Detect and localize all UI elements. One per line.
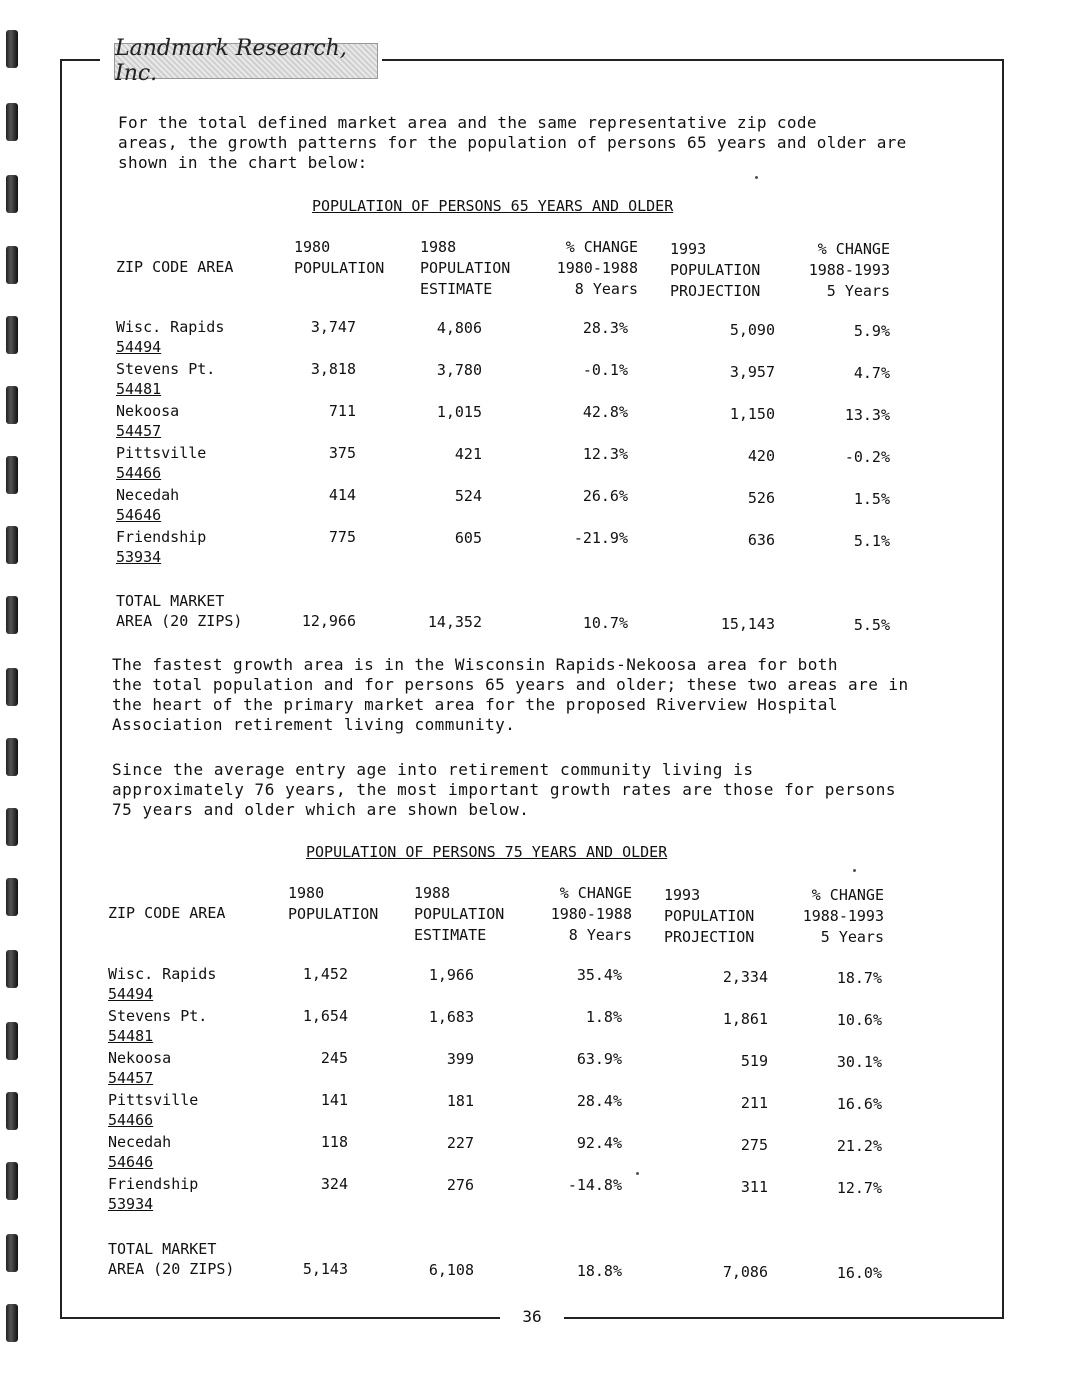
binder-hole (6, 1092, 18, 1130)
cell-1988-population: 3,780 (436, 361, 482, 379)
row-zip-code: 54494 (108, 985, 154, 1003)
scan-speck (853, 869, 856, 872)
total-label: TOTAL MARKET (116, 592, 225, 610)
row-area-name: Wisc. Rapids (108, 965, 217, 983)
cell-1993-projection: 420 (747, 447, 775, 465)
row-area-name: Friendship (116, 528, 207, 546)
cell-1980-population: 141 (320, 1091, 348, 1109)
row-zip-code: 53934 (116, 548, 162, 566)
binder-hole (6, 808, 18, 846)
cell-1988-population: 399 (446, 1050, 474, 1068)
header-change-1988-1993: % CHANGE 1988-1993 5 Years (808, 240, 890, 300)
entry-age-paragraph: Since the average entry age into retirement community living is approximately 76 years, the most important growth rates are those for persons 75 years and older which are shown below. (112, 760, 897, 819)
row-area-name: Wisc. Rapids (116, 318, 225, 336)
header-1980-population: 1980 POPULATION (294, 238, 385, 277)
total-1980-population: 12,966 (301, 612, 356, 630)
cell-1980-population: 1,654 (302, 1007, 348, 1025)
total-change-1988-1993: 16.0% (836, 1264, 882, 1282)
binder-hole (6, 668, 18, 706)
cell-change-1980-1988: 26.6% (582, 487, 628, 505)
total-1980-population: 5,143 (302, 1260, 348, 1278)
row-area-name: Necedah (108, 1133, 172, 1151)
cell-change-1988-1993: 4.7% (853, 364, 890, 382)
cell-change-1988-1993: 16.6% (836, 1095, 882, 1113)
header-change-1988-1993: % CHANGE 1988-1993 5 Years (802, 886, 884, 946)
row-zip-code: 54466 (108, 1111, 154, 1129)
header-zip-code-area: ZIP CODE AREA (108, 904, 226, 922)
table-title: POPULATION OF PERSONS 65 YEARS AND OLDER (312, 197, 674, 215)
cell-1993-projection: 1,861 (722, 1010, 768, 1028)
total-1988-population: 6,108 (428, 1261, 474, 1279)
cell-change-1980-1988: -21.9% (573, 529, 628, 547)
binder-hole (6, 103, 18, 141)
cell-1980-population: 324 (320, 1175, 348, 1193)
binder-hole (6, 386, 18, 424)
binder-hole (6, 30, 18, 68)
row-area-name: Necedah (116, 486, 180, 504)
row-area-name: Nekoosa (108, 1049, 172, 1067)
row-area-name: Pittsville (108, 1091, 199, 1109)
row-zip-code: 54494 (116, 338, 162, 356)
cell-1993-projection: 526 (747, 489, 775, 507)
header-1980-population: 1980 POPULATION (288, 884, 379, 923)
cell-1993-projection: 311 (740, 1178, 768, 1196)
cell-change-1988-1993: 21.2% (836, 1137, 882, 1155)
header-change-1980-1988: % CHANGE 1980-1988 8 Years (550, 884, 632, 944)
binder-hole (6, 175, 18, 213)
cell-change-1980-1988: 42.8% (582, 403, 628, 421)
total-label: TOTAL MARKET (108, 1240, 217, 1258)
binder-hole (6, 526, 18, 564)
logo-text: Landmark Research, Inc. (115, 36, 347, 86)
cell-change-1988-1993: 12.7% (836, 1179, 882, 1197)
fastest-growth-paragraph: The fastest growth area is in the Wisconsin Rapids-Nekoosa area for both the total population and for persons 65 years and older; these two areas are in the heart of the primary market area for the proposed Riverview Hospital Association retirement living community. (112, 655, 909, 734)
header-zip-code-area: ZIP CODE AREA (116, 258, 234, 276)
binder-hole (6, 738, 18, 776)
cell-1988-population: 421 (454, 445, 482, 463)
binder-hole (6, 246, 18, 284)
cell-change-1980-1988: 63.9% (576, 1050, 622, 1068)
cell-change-1988-1993: 13.3% (844, 406, 890, 424)
cell-change-1988-1993: 1.5% (853, 490, 890, 508)
cell-1993-projection: 211 (740, 1094, 768, 1112)
row-zip-code: 54646 (108, 1153, 154, 1171)
cell-1993-projection: 1,150 (729, 405, 775, 423)
cell-1988-population: 276 (446, 1176, 474, 1194)
binder-hole (6, 1022, 18, 1060)
cell-1980-population: 414 (328, 486, 356, 504)
company-logo (114, 36, 378, 86)
cell-1988-population: 227 (446, 1134, 474, 1152)
row-zip-code: 53934 (108, 1195, 154, 1213)
cell-1993-projection: 275 (740, 1136, 768, 1154)
header-1993-projection: 1993 POPULATION PROJECTION (664, 886, 755, 946)
header-1993-projection: 1993 POPULATION PROJECTION (670, 240, 761, 300)
cell-change-1988-1993: 30.1% (836, 1053, 882, 1071)
cell-change-1988-1993: 5.9% (853, 322, 890, 340)
row-zip-code: 54457 (116, 422, 162, 440)
cell-change-1980-1988: 28.3% (582, 319, 628, 337)
total-change-1980-1988: 10.7% (582, 614, 628, 632)
binder-hole (6, 456, 18, 494)
intro-paragraph: For the total defined market area and the same representative zip code areas, the growth patterns for the population of persons 65 years and older are shown in the chart below: (118, 113, 907, 172)
cell-1988-population: 605 (454, 529, 482, 547)
binder-hole (6, 1162, 18, 1200)
page-number: 36 (522, 1307, 542, 1326)
binder-hole (6, 1234, 18, 1272)
cell-1993-projection: 2,334 (722, 968, 768, 986)
total-1993-projection: 7,086 (722, 1263, 768, 1281)
row-zip-code: 54481 (116, 380, 162, 398)
cell-1988-population: 4,806 (436, 319, 482, 337)
total-change-1988-1993: 5.5% (853, 616, 890, 634)
cell-1988-population: 181 (446, 1092, 474, 1110)
total-1988-population: 14,352 (427, 613, 482, 631)
cell-1993-projection: 3,957 (729, 363, 775, 381)
cell-1980-population: 245 (320, 1049, 348, 1067)
cell-1993-projection: 519 (740, 1052, 768, 1070)
cell-1980-population: 1,452 (302, 965, 348, 983)
cell-change-1980-1988: 28.4% (576, 1092, 622, 1110)
total-label: AREA (20 ZIPS) (116, 612, 243, 630)
cell-1980-population: 775 (328, 528, 356, 546)
row-area-name: Nekoosa (116, 402, 180, 420)
cell-1988-population: 1,683 (428, 1008, 474, 1026)
cell-change-1988-1993: 5.1% (853, 532, 890, 550)
row-zip-code: 54646 (116, 506, 162, 524)
row-zip-code: 54466 (116, 464, 162, 482)
total-change-1980-1988: 18.8% (576, 1262, 622, 1280)
cell-1980-population: 711 (328, 402, 356, 420)
total-label: AREA (20 ZIPS) (108, 1260, 235, 1278)
cell-change-1988-1993: -0.2% (844, 448, 890, 466)
cell-change-1980-1988: -0.1% (582, 361, 628, 379)
binder-hole (6, 596, 18, 634)
cell-change-1988-1993: 18.7% (836, 969, 882, 987)
row-area-name: Pittsville (116, 444, 207, 462)
cell-change-1980-1988: 35.4% (576, 966, 622, 984)
cell-1980-population: 3,747 (310, 318, 356, 336)
cell-1980-population: 3,818 (310, 360, 356, 378)
row-area-name: Stevens Pt. (116, 360, 216, 378)
row-zip-code: 54457 (108, 1069, 154, 1087)
cell-1980-population: 375 (328, 444, 356, 462)
cell-1980-population: 118 (320, 1133, 348, 1151)
binder-hole (6, 1304, 18, 1342)
row-area-name: Stevens Pt. (108, 1007, 208, 1025)
cell-change-1980-1988: 1.8% (585, 1008, 622, 1026)
cell-1988-population: 1,015 (436, 403, 482, 421)
total-1993-projection: 15,143 (720, 615, 775, 633)
scan-speck (755, 176, 758, 179)
cell-change-1980-1988: -14.8% (567, 1176, 622, 1194)
binder-hole (6, 878, 18, 916)
cell-1993-projection: 5,090 (729, 321, 775, 339)
cell-change-1980-1988: 92.4% (576, 1134, 622, 1152)
scan-speck (636, 1172, 639, 1175)
header-1988-population: 1988 POPULATION ESTIMATE (420, 238, 511, 298)
binder-hole (6, 950, 18, 988)
binder-hole (6, 316, 18, 354)
cell-1993-projection: 636 (747, 531, 775, 549)
cell-1988-population: 1,966 (428, 966, 474, 984)
header-change-1980-1988: % CHANGE 1980-1988 8 Years (556, 238, 638, 298)
table-title: POPULATION OF PERSONS 75 YEARS AND OLDER (306, 843, 668, 861)
cell-1988-population: 524 (454, 487, 482, 505)
cell-change-1980-1988: 12.3% (582, 445, 628, 463)
row-zip-code: 54481 (108, 1027, 154, 1045)
header-1988-population: 1988 POPULATION ESTIMATE (414, 884, 505, 944)
cell-change-1988-1993: 10.6% (836, 1011, 882, 1029)
row-area-name: Friendship (108, 1175, 199, 1193)
